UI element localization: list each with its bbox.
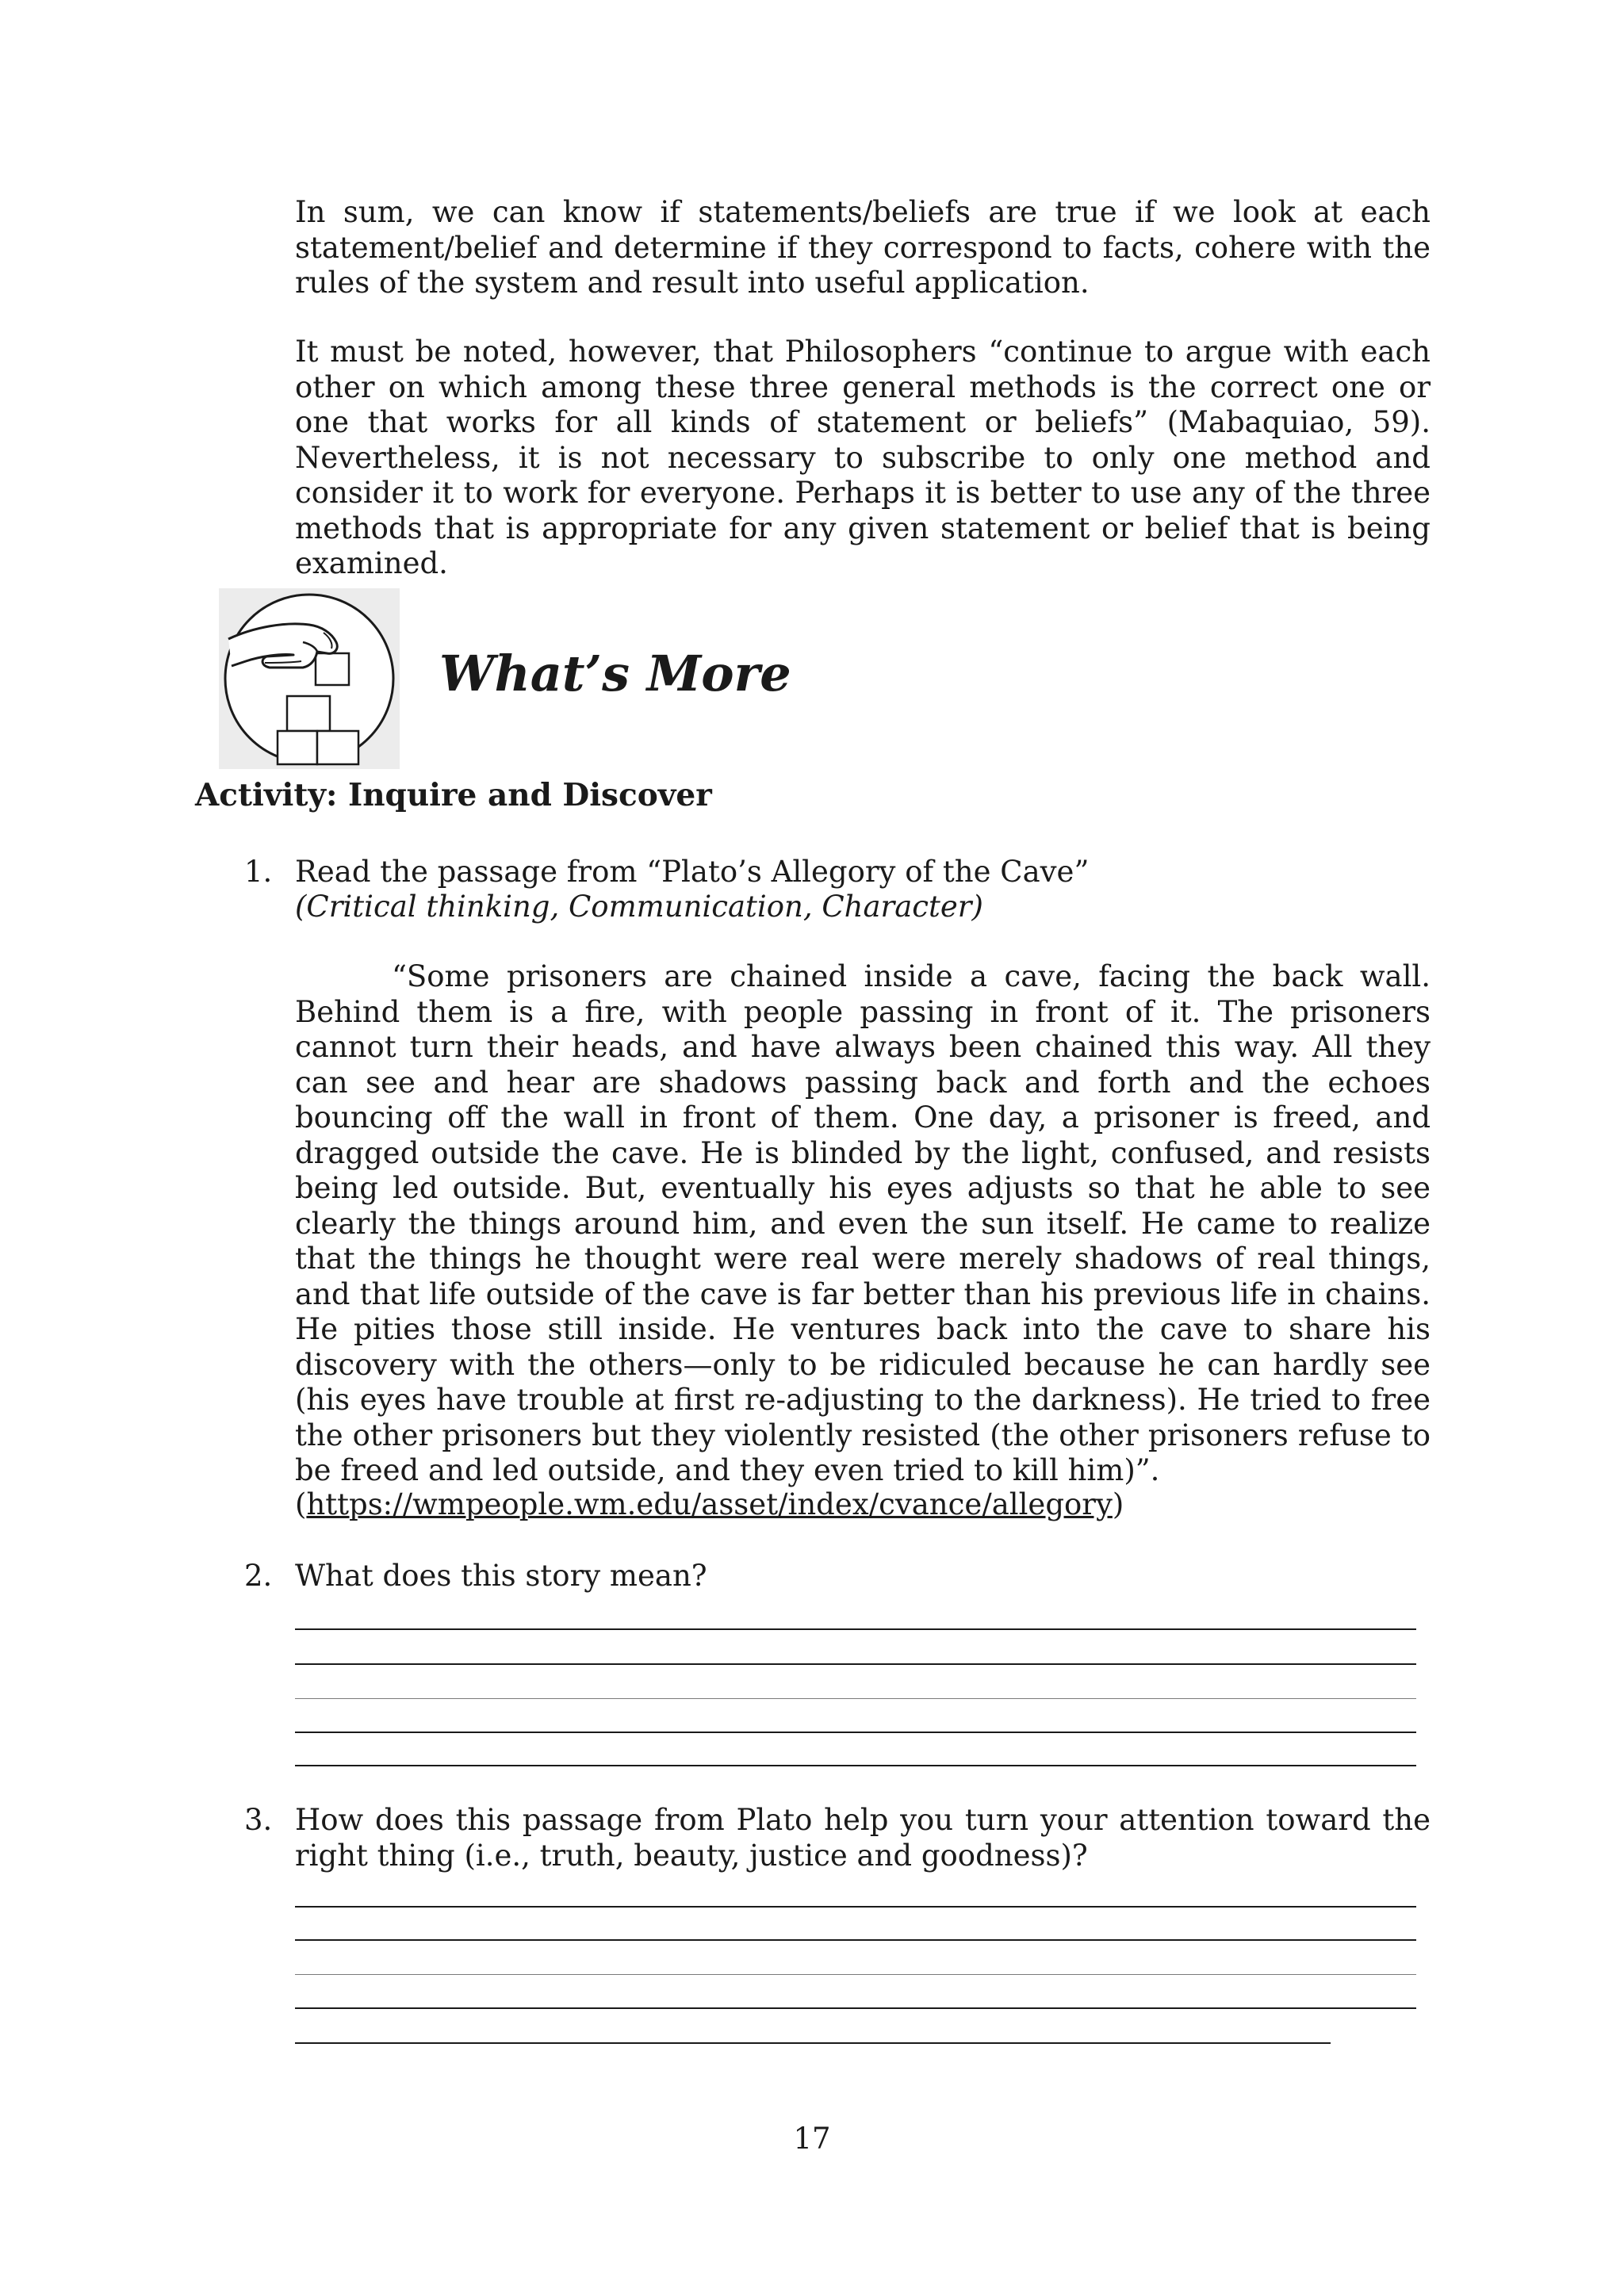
answer-line[interactable] [295,1663,1416,1665]
source-citation [295,1487,1124,1523]
answer-line[interactable] [295,1628,1416,1630]
answer-line[interactable] [295,1939,1416,1941]
page-number: 17 [793,2122,831,2156]
item-number: 1. [244,855,273,889]
answer-line[interactable] [295,1698,1416,1699]
answer-line[interactable] [295,1906,1416,1908]
note-paragraph: It must be noted, however, that Philosophers “continue to argue with each other on which among these three general methods is the correct one or one that works for all kinds of statement or beliefs” (Mabaquiao, 59). Nevertheless, it is not necessary to subscribe to only one method and consider it to work for everyone. Perhaps it is better to use any of the three methods that is appropriate for any given statement or belief that is being examined. [295,335,1431,580]
answer-line[interactable] [295,1974,1416,1975]
summary-paragraph: In sum, we can know if statements/beliefs are true if we look at each statement/belief and determine if they correspond to facts, cohere with the rules of the system and result into useful application. [295,195,1431,300]
item-number: 3. [244,1803,273,1837]
section-heading: What’s More [439,645,791,702]
answer-line[interactable] [295,2007,1416,2009]
skills-note: (Critical thinking, Communication, Character) [295,890,983,924]
answer-line[interactable] [295,1732,1416,1733]
source-link[interactable]: https://wmpeople.wm.edu/asset/index/cvance/allegory [306,1487,1113,1521]
hand-stacking-blocks-icon [214,584,404,774]
source-close-paren: ) [1112,1487,1124,1521]
answer-line[interactable] [295,1765,1416,1766]
item-text: What does this story mean? [295,1559,707,1593]
item-number: 2. [244,1559,273,1593]
answer-line[interactable] [295,2042,1331,2044]
item-text: How does this passage from Plato help you turn your attention toward the right thing (i.e., truth, beauty, justice and goodness)? [295,1803,1431,1873]
item-text: Read the passage from “Plato’s Allegory of the Cave” [295,855,1090,889]
allegory-quote: “Some prisoners are chained inside a cave, facing the back wall. Behind them is a fire, with people passing in front of it. The prisoners cannot turn their heads, and have always been chained this way. All they can see and hear are shadows passing back and forth and the echoes bouncing off the wall in front of them. One day, a prisoner is freed, and dragged outside the cave. He is blinded by the light, confused, and resists being led outside. But, eventually his eyes adjusts so that he able to see clearly the things around him, and even the sun itself. He came to realize that the things he thought were real were merely shadows of real things, and that life outside of the cave is far better than his previous life in chains. He pities those still inside. He ventures back into the cave to share his discovery with the others—only to be ridiculed because he can hardly see (his eyes have trouble at first re-adjusting to the darkness). He tried to free the other prisoners but they violently resisted (the other prisoners refuse to be freed and led outside, and they even tried to kill him)”. [295,959,1431,1487]
source-open-paren: ( [295,1487,307,1521]
activity-title: Activity: Inquire and Discover [195,777,712,813]
